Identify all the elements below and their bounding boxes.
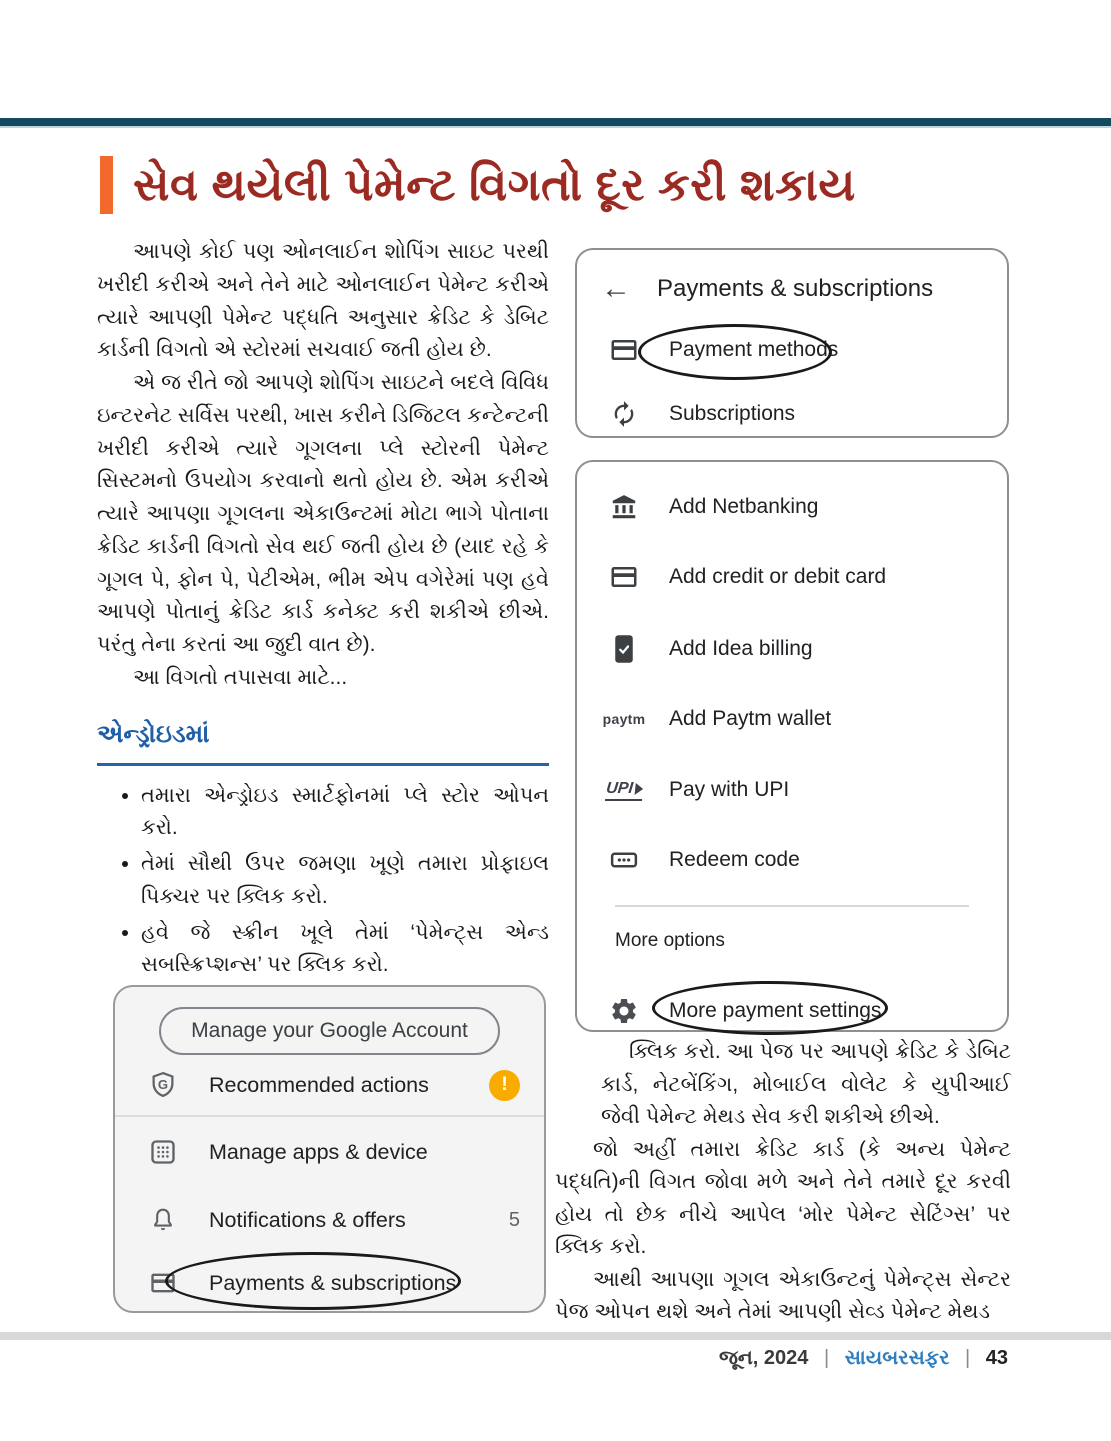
more-options-label: More options [615,930,725,951]
menu-item-label: Payment methods [669,338,839,361]
left-column [97,236,549,1021]
page-title: સેવ થયેલી પેમેન્ટ વિગતો દૂર કરી શકાય [133,158,856,210]
menu-item-manage-apps-device[interactable] [143,1129,520,1175]
menu-item-label: Manage apps & device [209,1139,428,1164]
menu-item-subscriptions[interactable] [601,392,991,436]
paragraph: ક્લિક કરો. આ પેજ પર આપણે ક્રેડિટ કે ડેબિટ કાર્ડ, નેટબેંકિંગ, મોબાઈલ વોલેટ કે યુપીઆઈ જેવી પેમેન્ટ મેથડ સેવ કરી શકીએ છીએ. [601,1040,1011,1129]
menu-item-label: Add Idea billing [669,637,813,660]
apps-grid-icon [143,1138,183,1166]
menu-item-add-card[interactable] [601,555,991,599]
paragraph: આ વિગતો તપાસવા માટે... [133,665,348,689]
circle-annotation-payment-methods [638,324,832,380]
footer-page-number: 43 [985,1347,1008,1369]
footer-brand: સાયબરસફર [844,1347,950,1369]
menu-item-notifications-offers[interactable] [143,1197,520,1243]
manage-google-account-button[interactable]: Manage your Google Account [159,1007,500,1055]
credit-card-icon [601,562,647,592]
paragraph: જો અહીં તમારા ક્રેડિટ કાર્ડ (કે અન્ય પેમેન્ટ પદ્ધતિ)ની વિગત જોવા મળે અને તેને તમારે દૂર કરવી હોય તો છેક નીચે આપેલ ‘મોર પેમેન્ટ સેટિંગ્સ’ પર ક્લિક કરો. [555,1137,1011,1259]
article-title-row [100,156,856,214]
title-accent-bar [100,156,113,214]
payment-options-screenshot [575,460,1009,1032]
top-divider-bar [0,118,1111,128]
bell-icon [143,1206,183,1234]
menu-item-label: Add Paytm wallet [669,707,832,730]
divider [615,905,969,907]
menu-item-label: Recommended actions [209,1072,429,1097]
instruction-list [97,780,549,1018]
autorenew-icon [601,400,647,428]
gear-icon [601,996,647,1026]
circle-annotation-payments-subscriptions [165,1252,461,1310]
menu-item-label: Redeem code [669,848,800,871]
phone-check-icon [601,634,647,664]
list-item: • હવે જે સ્ક્રીન ખૂલે તેમાં ‘પેમેન્ટ્સ એન્ડ સબસ્ક્રિપ્શન્સ’ પર ક્લિક કરો. [141,917,549,983]
circle-annotation-more-payment-settings [652,981,888,1035]
list-item: • તેમાં સૌથી ઉપર જમણા ખૂણે તમારા પ્રોફાઇલ પિક્ચર પર ક્લિક કરો. [141,848,549,914]
menu-item-label: Notifications & offers [209,1207,406,1232]
footer-divider-bar [0,1332,1111,1340]
menu-item-label: Subscriptions [669,402,796,425]
menu-item-label: Add Netbanking [669,495,819,518]
bank-icon [601,492,647,522]
notification-count: 5 [508,1208,520,1231]
svg-text:G: G [157,1077,169,1092]
menu-item-label: Pay with UPI [669,778,790,801]
shield-g-icon [143,1070,183,1100]
menu-item-label: More payment settings [669,999,882,1022]
footer-separator: | [823,1347,830,1369]
right-column-text [555,1036,1011,1329]
screen-header [601,274,933,304]
list-item: • તમારા એન્ડ્રોઇડ સ્માર્ટફોનમાં પ્લે સ્ટોર ઓપન કરો. [141,780,549,846]
paragraph: એ જ રીતે જો આપણે શોપિંગ સાઇટને બદલે વિવિધ ઇન્ટરનેટ સર્વિસ પરથી, ખાસ કરીને ડિજિટલ કન્ટેન્ટની ખરીદી કરીએ ત્યારે ગૂગલના પ્લે સ્ટોરની પેમેન્ટ સિસ્ટમનો ઉપયોગ કરવાનો થતો હોય છે. એમ કરીએ ત્યારે આપણા ગૂગલના એકાઉન્ટમાં મોટા ભાગે પોતાના ક્રેડિટ કાર્ડની વિગતો સેવ થઈ જતી હોય છે (યાદ રહે કે ગૂગલ પે, ફોન પે, પેટીએમ, ભીમ એપ વગેરેમાં પણ હવે આપણે પોતાનું ક્રેડિટ કાર્ડ કનેક્ટ કરી શકીએ છીએ. પરંતુ તેના કરતાં આ જુદી વાત છે). [97,371,549,656]
footer [719,1347,1008,1370]
alert-badge: ! [489,1070,520,1101]
menu-item-add-idea-billing[interactable] [601,627,991,671]
divider [115,1115,544,1117]
back-arrow-icon[interactable]: ← [601,272,631,305]
upi-logo: UPI [601,780,647,801]
paragraph: આપણે કોઈ પણ ઓનલાઈન શોપિંગ સાઇટ પરથી ખરીદી કરીએ અને તેને માટે ઓનલાઈન પેમેન્ટ કરીએ ત્યારે આપણી પેમેન્ટ પદ્ધતિ અનુસાર ક્રેડિટ કે ડેબિટ કાર્ડની વિગતો એ સ્ટોરમાં સચવાઈ જતી હોય છે. [97,240,549,362]
menu-item-label: Payments & subscriptions [209,1270,457,1295]
screen-title: Payments & subscriptions [657,275,934,302]
menu-item-recommended-actions[interactable] [143,1062,520,1108]
menu-item-pay-with-upi[interactable] [601,768,991,812]
menu-item-add-paytm-wallet[interactable] [601,697,991,741]
footer-date: જૂન, 2024 [718,1347,809,1369]
section-heading-android: એન્ડ્રોઇડમાં [97,715,549,766]
paytm-logo: paytm [602,711,646,727]
paragraph: આથી આપણા ગૂગલ એકાઉન્ટનું પેમેન્ટ્સ સેન્ટર પેજ ઓપન થશે અને તેમાં આપણી સેવ્ડ પેમેન્ટ મેથડ [555,1267,1011,1324]
menu-item-redeem-code[interactable] [601,838,991,882]
menu-item-add-netbanking[interactable] [601,485,991,529]
redeem-code-icon [601,845,647,875]
footer-separator: | [964,1347,971,1369]
menu-item-label: Add credit or debit card [669,565,887,588]
